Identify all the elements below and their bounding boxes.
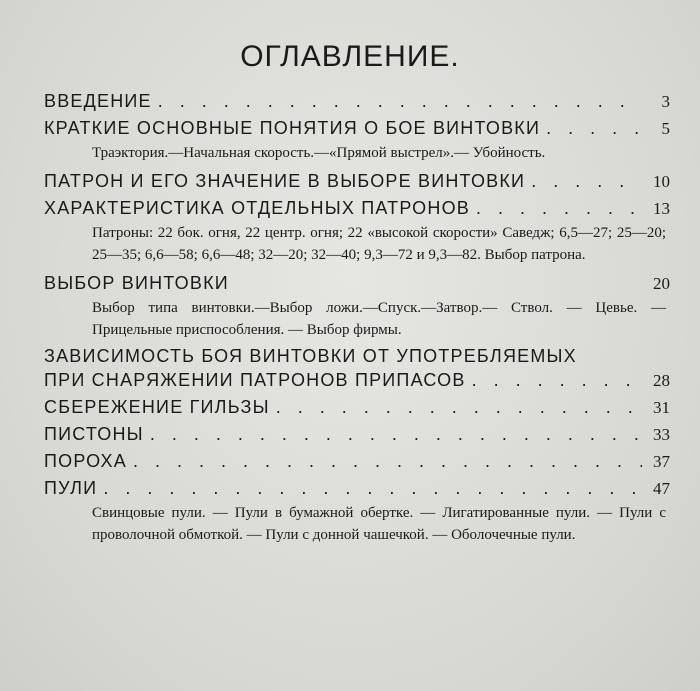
toc-entry-powders (44, 448, 670, 475)
toc-entry-cartridge (44, 168, 670, 195)
toc-entry-title: ПОРОХА (44, 451, 127, 471)
toc-entry-title: ПУЛИ (44, 478, 98, 498)
toc-entry-bullets (44, 475, 670, 546)
toc-entry-title: ЗАВИСИМОСТЬ БОЯ ВИНТОВКИ ОТ УПОТРЕБЛЯЕМЫХ (44, 346, 577, 366)
toc-entry-page: 10 (653, 172, 670, 191)
dot-leader (472, 367, 642, 393)
toc-subtopics: Свинцовые пули. — Пули в бумажной обертке. — Лигатированные пули. — Пули с проволочной обмоткой. — Пули с донной чашечкой. — Оболочечные пули. (92, 505, 666, 543)
toc-entry-title: ВВЕДЕНИЕ (44, 91, 152, 111)
toc-entry-cartridge-characteristics (44, 195, 670, 266)
toc-entry-title: СБЕРЕЖЕНИЕ ГИЛЬЗЫ (44, 397, 270, 417)
dot-leader (531, 168, 642, 194)
toc-entry-rifle-choice (44, 270, 670, 341)
page-title: ОГЛАВЛЕНИЕ. (240, 40, 460, 73)
dot-leader (103, 475, 642, 501)
dot-leader (276, 394, 642, 420)
toc-entry-title: ПАТРОН И ЕГО ЗНАЧЕНИЕ В ВЫБОРЕ ВИНТОВКИ (44, 171, 526, 191)
dot-leader (158, 88, 642, 114)
toc-entry-case-saving (44, 394, 670, 421)
toc-entry-title: ХАРАКТЕРИСТИКА ОТДЕЛЬНЫХ ПАТРОНОВ (44, 198, 470, 218)
toc-entry-page: 5 (661, 119, 670, 138)
toc-entry-page: 13 (653, 199, 670, 218)
toc-entry-page: 33 (653, 425, 670, 444)
toc-entry-title-continued: ПРИ СНАРЯЖЕНИИ ПАТРОНОВ ПРИПАСОВ (44, 370, 466, 390)
toc-entry-primers (44, 421, 670, 448)
toc-subtopics: Патроны: 22 бок. огня, 22 центр. огня; 22 «высокой скорости» Саведж; 6,5—27; 25—20; 25—35; 6,6—58; 6,6—48; 32—20; 32—40; 9,3—72 и 9,3—82. Выбор патрона. (92, 225, 666, 263)
toc-subtopics: Выбор типа винтовки.—Выбор ложи.—Спуск.—Затвор.— Ствол. — Цевье. — Прицельные приспособления. — Выбор фирмы. (92, 300, 666, 338)
dot-leader (476, 195, 642, 221)
toc-entry-title: ВЫБОР ВИНТОВКИ (44, 273, 229, 293)
dot-leader (150, 421, 642, 447)
toc-entry-page: 28 (653, 371, 670, 390)
toc-subtopics: Траэктория.—Начальная скорость.—«Прямой выстрел».— Убойность. (92, 145, 546, 161)
toc-entry-page: 47 (653, 479, 670, 498)
toc-entry-introduction (44, 88, 670, 115)
toc-entry-title: ПИСТОНЫ (44, 424, 144, 444)
toc-entry-basic-concepts (44, 115, 670, 164)
table-of-contents (44, 88, 670, 550)
toc-entry-title: КРАТКИЕ ОСНОВНЫЕ ПОНЯТИЯ О БОЕ ВИНТОВКИ (44, 118, 541, 138)
dot-leader (133, 448, 642, 474)
toc-entry-page: 31 (653, 398, 670, 417)
toc-entry-dependence (44, 345, 670, 394)
toc-entry-page: 37 (653, 452, 670, 471)
toc-entry-page: 3 (661, 92, 670, 111)
dot-leader (546, 115, 642, 141)
toc-entry-page: 20 (653, 274, 670, 293)
